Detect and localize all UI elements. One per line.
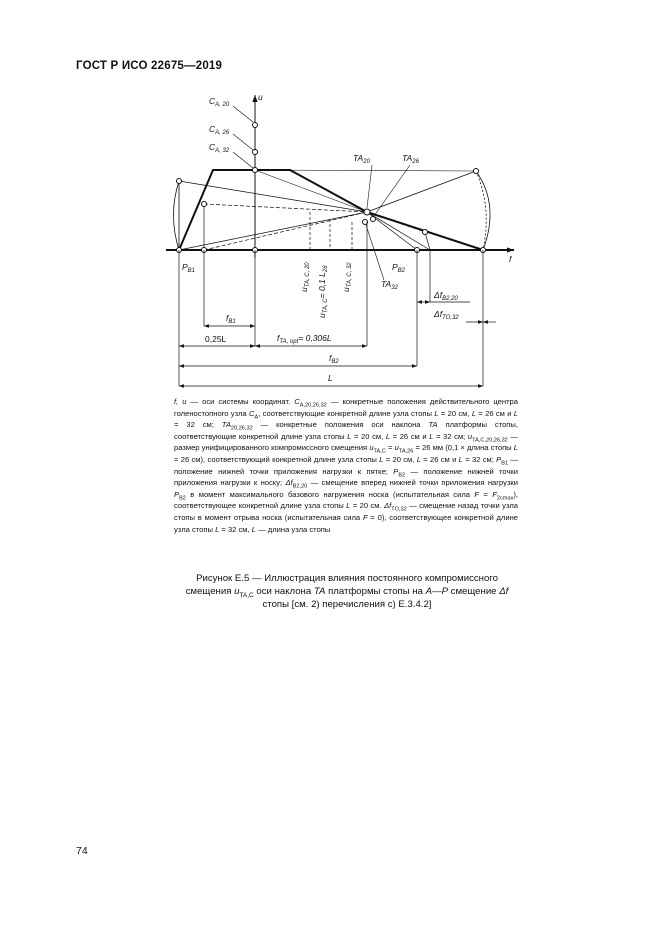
ta20-label: $TA_{20}$ bbox=[353, 153, 370, 165]
document-header: ГОСТ Р ИСО 22675—2019 bbox=[76, 60, 223, 72]
ankle-center-points bbox=[233, 106, 258, 173]
ta20-point bbox=[364, 209, 370, 215]
u-ta-c-32-label: $u_{TA, C, 32}$ bbox=[341, 262, 353, 292]
delta-f-to-label: $\Delta f_{TO,32}$ bbox=[434, 309, 459, 321]
ca20-point bbox=[253, 123, 258, 128]
toe-arc-inner bbox=[476, 171, 486, 250]
ta26-point bbox=[371, 217, 376, 222]
delta-f-b2-label: $\Delta f_{B2,20}$ bbox=[434, 290, 458, 302]
f-ta-opt-label: $f_{TA, opt}= 0,306L$ bbox=[277, 333, 332, 345]
figure-caption: Рисунок E.5 — Иллюстрация влияния постоянного компромиссного смещения $u_{TA,C}$ оси наклона TA платформы стопы на A—P смещение Δf стопы [см. 2) перечисления c) E.3.4.2] bbox=[185, 573, 509, 610]
ca32-label: $C_{A, 32}$ bbox=[209, 142, 230, 154]
ray-heel-bottom bbox=[204, 212, 367, 250]
ca32-point bbox=[253, 168, 258, 173]
u-ta-c-20-label: $u_{TA, C, 20}$ bbox=[299, 262, 311, 292]
dim-l-label: L bbox=[328, 373, 333, 383]
toe-top-point bbox=[474, 169, 479, 174]
load-rays bbox=[179, 204, 483, 250]
heel-top-point bbox=[177, 179, 182, 184]
ca26-point bbox=[253, 150, 258, 155]
ta32-label: $TA_{32}$ bbox=[381, 279, 398, 291]
u-ta-c-eq-label: $u_{TA, C}= 0,1$ $L_{26}$ bbox=[317, 265, 329, 318]
ca-to-p-line bbox=[255, 170, 367, 212]
heel-mid-point bbox=[202, 202, 207, 207]
tilt-axis-points bbox=[363, 165, 411, 280]
toe-arc bbox=[476, 171, 490, 250]
heel-arc bbox=[174, 181, 180, 250]
axis-f-label: f bbox=[509, 254, 512, 264]
ray-toe-c bbox=[367, 212, 430, 250]
ca26-leader bbox=[233, 134, 253, 150]
ca20-label: $C_{A, 20}$ bbox=[209, 96, 230, 108]
ca20-leader bbox=[233, 106, 253, 122]
pb2-label: $P_{B2}$ bbox=[392, 262, 406, 274]
ta26-leader bbox=[374, 165, 410, 216]
dim-025l-label: 0,25L bbox=[205, 334, 227, 344]
ray-to-p bbox=[179, 212, 367, 250]
ca32-leader bbox=[233, 152, 253, 168]
toe-mid-point bbox=[423, 230, 428, 235]
figure-legend bbox=[174, 396, 518, 535]
figure-e5-diagram bbox=[0, 0, 661, 400]
ta26-label: $TA_{26}$ bbox=[402, 153, 419, 165]
pb1-label: $P_{B1}$ bbox=[182, 262, 196, 274]
page-number: 74 bbox=[76, 845, 88, 857]
ta32-leader bbox=[366, 225, 384, 280]
rotated-toe-line bbox=[367, 171, 476, 212]
foot-top-outline bbox=[179, 170, 367, 250]
legend-text: f, u — оси системы координат. $C_{A,20,26,32}$ — конкретные положения действительного центра голеностопного узла $C_A$, соответствующие конкретной длине узла стопы L = 20 см, L = 26 см и L = 32 см; $TA_{20,26,32}$ — конкретные положения оси наклона TA платформы стопы, соответствующие конкретной длине узла стопы L = 20 см, L = 26 см и L = 32 см; $u_{TA,C,20,26,32}$ — размер унифицированного компромиссного смещения $u_{TA,C} = u_{TA,26} = 26$ мм (0,1 × длина стопы L = 26 см), соответствующий конкретной длине узла стопы L = 20 см, L = 26 см и L = 32 см; $P_{B1}$ — положение нижней точки приложения нагрузки к пятке; $P_{B2}$ — положение нижней точки приложения нагрузки к носку; $\Delta f_{B2,20}$ — смещение вперед нижней точки приложения нагрузки $P_{B2}$ в момент максимального базового нагружения носка (испытательная сила $F = F_{2cmax}$), соответствующее конкретной длине узла стопы L = 20 см. $\Delta f_{TO,32}$ — смещение назад точки узла стопы в момент отрыва носка (испытательная сила F = 0), соответствующее конкретной длине узла стопы L = 32 см, L — длина узла стопы bbox=[174, 397, 519, 534]
f-b2-label: $f_{B2}$ bbox=[329, 353, 339, 365]
ta20-leader bbox=[367, 165, 372, 208]
f-b1-label: $f_{B1}$ bbox=[226, 313, 236, 325]
axis-u-label: u bbox=[258, 92, 263, 102]
ca26-label: $C_{A, 26}$ bbox=[209, 124, 230, 136]
